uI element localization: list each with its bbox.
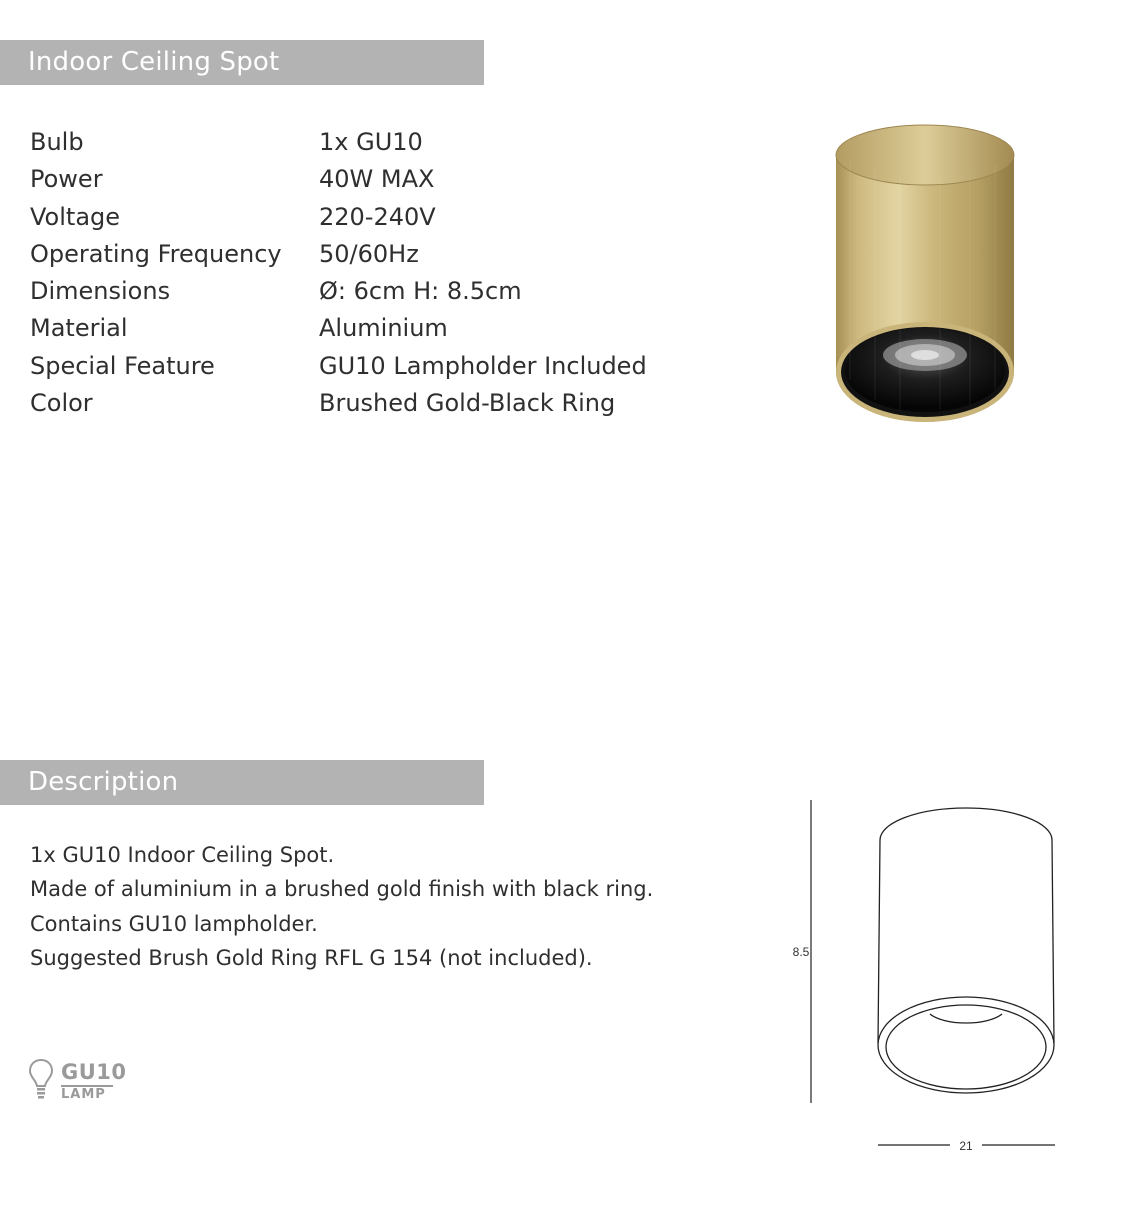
spec-section-title: Indoor Ceiling Spot <box>0 40 484 85</box>
spec-row-material <box>30 310 647 347</box>
spec-value: 50/60Hz <box>319 239 419 268</box>
spec-label: Color <box>30 389 93 418</box>
spec-value: Aluminium <box>319 314 448 343</box>
height-label: 8.5 <box>792 945 810 959</box>
spec-label: Power <box>30 165 103 194</box>
spec-value: 220-240V <box>319 202 436 231</box>
spec-label: Voltage <box>30 202 121 231</box>
spec-row-dimensions <box>30 273 647 310</box>
spec-row-frequency <box>30 236 647 273</box>
spec-row-special-feature <box>30 348 647 385</box>
bulb-icon <box>28 1058 54 1102</box>
spec-value: Ø: 6cm H: 8.5cm <box>319 277 522 306</box>
lamp-type-badge <box>28 1058 128 1106</box>
spec-label: Material <box>30 314 128 343</box>
spec-value: 1x GU10 <box>319 128 423 156</box>
spec-value: 40W MAX <box>319 165 435 194</box>
product-photo <box>830 120 1020 430</box>
description-line: 1x GU10 Indoor Ceiling Spot. <box>30 843 335 867</box>
description-text <box>30 838 653 975</box>
spec-value: Brushed Gold-Black Ring <box>319 389 616 418</box>
spec-label: Bulb <box>30 128 84 156</box>
spec-label: Operating Frequency <box>30 239 282 268</box>
spec-row-voltage <box>30 199 647 236</box>
description-line: Suggested Brush Gold Ring RFL G 154 (not included). <box>30 945 593 970</box>
lamp-type-label: GU10 <box>61 1060 127 1084</box>
technical-drawing <box>790 795 1080 1165</box>
description-section-title: Description <box>0 760 484 805</box>
spec-label: Special Feature <box>30 351 215 380</box>
spec-table <box>30 124 647 422</box>
spec-label: Dimensions <box>30 277 171 306</box>
description-line: Made of aluminium in a brushed gold finish with black ring. <box>30 877 654 902</box>
lamp-caption: LAMP <box>61 1087 106 1102</box>
spec-row-bulb <box>30 124 647 161</box>
spec-row-power <box>30 161 647 198</box>
spec-row-color <box>30 385 647 422</box>
width-label: 21 <box>959 1139 973 1153</box>
spec-value: GU10 Lampholder Included <box>319 351 647 380</box>
description-line: Contains GU10 lampholder. <box>30 911 318 936</box>
cylinder-outline <box>878 808 1054 1093</box>
